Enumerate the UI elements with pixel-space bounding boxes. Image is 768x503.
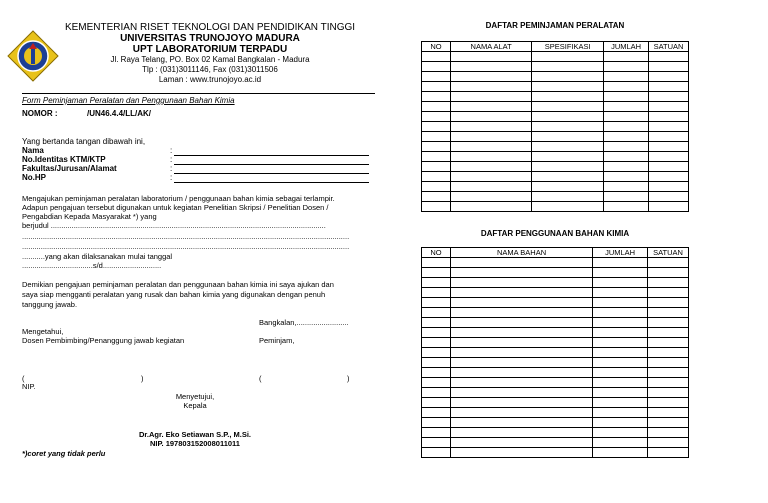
table-cell[interactable] <box>593 268 648 278</box>
table-cell[interactable] <box>450 408 592 418</box>
table-cell[interactable] <box>450 162 531 172</box>
table-cell[interactable] <box>450 388 592 398</box>
form-title: Form Peminjaman Peralatan dan Penggunaan Bahan Kimia <box>22 96 235 105</box>
table-row <box>422 448 689 458</box>
table-cell[interactable] <box>422 438 451 448</box>
table-cell[interactable] <box>593 338 648 348</box>
paren-close-right: ) <box>347 374 350 383</box>
table-cell[interactable] <box>532 142 604 152</box>
table-cell[interactable] <box>422 82 451 92</box>
table-cell[interactable] <box>422 152 451 162</box>
table-cell[interactable] <box>450 82 531 92</box>
table-cell[interactable] <box>422 358 451 368</box>
dots-line-3: ...........yang akan dilaksanakan mulai tanggal <box>22 252 173 261</box>
table-row <box>422 142 689 152</box>
table-cell[interactable] <box>450 202 531 212</box>
table-row <box>422 182 689 192</box>
ministry-name: KEMENTERIAN RISET TEKNOLOGI DAN PENDIDIKAN TINGGI <box>64 22 356 33</box>
table-cell[interactable] <box>422 398 451 408</box>
table-cell[interactable] <box>593 408 648 418</box>
paren-open-left: ( <box>22 374 25 383</box>
table-cell[interactable] <box>649 52 689 62</box>
table-cell[interactable] <box>604 172 649 182</box>
table-cell[interactable] <box>422 162 451 172</box>
table-cell[interactable] <box>532 202 604 212</box>
table-cell[interactable] <box>450 348 592 358</box>
table-cell[interactable] <box>648 268 689 278</box>
table-row <box>422 348 689 358</box>
table-cell[interactable] <box>422 192 451 202</box>
table-cell[interactable] <box>593 288 648 298</box>
table-cell[interactable] <box>450 418 592 428</box>
table-cell[interactable] <box>604 72 649 82</box>
col-header-satuan: SATUAN <box>648 248 689 258</box>
col-header-jumlah: JUMLAH <box>593 248 648 258</box>
table-row <box>422 338 689 348</box>
table-cell[interactable] <box>422 348 451 358</box>
university-name: UNIVERSITAS TRUNOJOYO MADURA <box>120 33 300 44</box>
table-cell[interactable] <box>422 418 451 428</box>
table-row <box>422 152 689 162</box>
mengetahui-label: Mengetahui, <box>22 327 64 336</box>
table-cell[interactable] <box>593 298 648 308</box>
table-row <box>422 308 689 318</box>
table-row <box>422 318 689 328</box>
col-header-spesifikasi: SPESIFIKASI <box>532 42 604 52</box>
table-cell[interactable] <box>450 338 592 348</box>
table-cell[interactable] <box>649 112 689 122</box>
table-cell[interactable] <box>450 52 531 62</box>
table-cell[interactable] <box>649 172 689 182</box>
table-cell[interactable] <box>649 162 689 172</box>
table-row <box>422 112 689 122</box>
table-cell[interactable] <box>532 152 604 162</box>
table-cell[interactable] <box>604 182 649 192</box>
table-cell[interactable] <box>604 82 649 92</box>
phone: Tlp : (031)3011146, Fax (031)3011506 <box>142 65 278 74</box>
table-cell[interactable] <box>648 288 689 298</box>
table-cell[interactable] <box>532 52 604 62</box>
paren-close-left: ) <box>141 374 144 383</box>
table-row <box>422 418 689 428</box>
col-header-satuan: SATUAN <box>649 42 689 52</box>
table-peralatan-title: DAFTAR PEMINJAMAN PERALATAN <box>485 21 625 30</box>
table-cell[interactable] <box>593 388 648 398</box>
table-cell[interactable] <box>648 398 689 408</box>
table-row <box>422 298 689 308</box>
head-nip: NIP. 197803152008011011 <box>150 439 240 448</box>
para2-line3: tanggung jawab. <box>22 300 78 309</box>
table-cell[interactable] <box>593 368 648 378</box>
table-row <box>422 62 689 72</box>
table-cell[interactable] <box>604 192 649 202</box>
table-cell[interactable] <box>422 72 451 82</box>
table-cell[interactable] <box>604 202 649 212</box>
table-cell[interactable] <box>649 142 689 152</box>
table-cell[interactable] <box>593 428 648 438</box>
table-cell[interactable] <box>422 338 451 348</box>
table-cell[interactable] <box>648 428 689 438</box>
table-cell[interactable] <box>649 132 689 142</box>
table-cell[interactable] <box>648 278 689 288</box>
table-cell[interactable] <box>648 308 689 318</box>
table-cell[interactable] <box>649 122 689 132</box>
table-cell[interactable] <box>422 92 451 102</box>
table-cell[interactable] <box>532 92 604 102</box>
table-cell[interactable] <box>532 132 604 142</box>
col-header-jumlah: JUMLAH <box>604 42 649 52</box>
table-cell[interactable] <box>648 318 689 328</box>
table-cell[interactable] <box>422 142 451 152</box>
table-row <box>422 172 689 182</box>
table-cell[interactable] <box>649 92 689 102</box>
table-cell[interactable] <box>422 52 451 62</box>
table-cell[interactable] <box>593 438 648 448</box>
table-cell[interactable] <box>422 368 451 378</box>
table-row <box>422 52 689 62</box>
table-cell[interactable] <box>593 258 648 268</box>
table-bahan <box>421 247 689 458</box>
table-cell[interactable] <box>422 202 451 212</box>
field-identitas-colon: : <box>170 155 173 164</box>
table-cell[interactable] <box>648 438 689 448</box>
table-row <box>422 192 689 202</box>
table-cell[interactable] <box>450 358 592 368</box>
dots-line-4: ..................................s/d............................ <box>22 261 162 270</box>
judul-line: berjudul .................................................................................................................................... <box>22 221 326 230</box>
table-cell[interactable] <box>532 112 604 122</box>
table-row <box>422 398 689 408</box>
table-cell[interactable] <box>450 192 531 202</box>
table-cell[interactable] <box>648 418 689 428</box>
footnote: *)coret yang tidak perlu <box>22 449 106 458</box>
table-cell[interactable] <box>450 112 531 122</box>
table-cell[interactable] <box>532 82 604 92</box>
table-cell[interactable] <box>422 182 451 192</box>
table-row <box>422 258 689 268</box>
table-row <box>422 278 689 288</box>
table-cell[interactable] <box>648 378 689 388</box>
table-cell[interactable] <box>649 102 689 112</box>
head-name: Dr.Agr. Eko Setiawan S.P., M.Si. <box>139 430 251 439</box>
table-cell[interactable] <box>604 102 649 112</box>
table-cell[interactable] <box>450 72 531 82</box>
table-cell[interactable] <box>450 122 531 132</box>
para1-line2: Adapun pengajuan tersebut digunakan untuk kegiatan Penelitian Skripsi / Penelitian Dosen / <box>22 203 329 212</box>
table-cell[interactable] <box>532 62 604 72</box>
table-row <box>422 202 689 212</box>
field-fakultas-label: Fakultas/Jurusan/Alamat <box>22 164 117 173</box>
table-cell[interactable] <box>649 152 689 162</box>
table-cell[interactable] <box>450 448 592 458</box>
table-row <box>422 378 689 388</box>
unit-name: UPT LABORATORIUM TERPADU <box>132 44 288 55</box>
table-row <box>422 102 689 112</box>
paren-open-right: ( <box>259 374 262 383</box>
table-row <box>422 368 689 378</box>
table-row <box>422 388 689 398</box>
table-cell[interactable] <box>450 92 531 102</box>
table-row <box>422 122 689 132</box>
table-cell[interactable] <box>422 268 451 278</box>
table-cell[interactable] <box>604 52 649 62</box>
table-cell[interactable] <box>422 102 451 112</box>
table-row <box>422 82 689 92</box>
table-cell[interactable] <box>450 102 531 112</box>
table-cell[interactable] <box>648 388 689 398</box>
table-cell[interactable] <box>593 348 648 358</box>
table-cell[interactable] <box>593 398 648 408</box>
table-cell[interactable] <box>422 308 451 318</box>
table-cell[interactable] <box>450 62 531 72</box>
para2-line2: saya siap mengganti peralatan yang rusak dan bahan kimia yang digunakan dengan penuh <box>22 290 326 299</box>
table-cell[interactable] <box>604 142 649 152</box>
col-header-nama-bahan: NAMA BAHAN <box>450 248 592 258</box>
table-cell[interactable] <box>422 132 451 142</box>
table-cell[interactable] <box>422 112 451 122</box>
table-cell[interactable] <box>422 428 451 438</box>
table-cell[interactable] <box>593 278 648 288</box>
table-cell[interactable] <box>532 122 604 132</box>
table-row <box>422 358 689 368</box>
table-row <box>422 288 689 298</box>
table-cell[interactable] <box>450 298 592 308</box>
table-cell[interactable] <box>604 132 649 142</box>
para1-line3: Pengabdian Kepada Masyarakat *) yang <box>22 212 157 221</box>
table-cell[interactable] <box>593 318 648 328</box>
table-cell[interactable] <box>450 438 592 448</box>
table-cell[interactable] <box>450 368 592 378</box>
field-fakultas-line[interactable] <box>174 173 369 174</box>
table-cell[interactable] <box>604 152 649 162</box>
field-fakultas-colon: : <box>170 164 173 173</box>
table-cell[interactable] <box>532 172 604 182</box>
header-divider <box>22 93 375 94</box>
table-cell[interactable] <box>422 388 451 398</box>
table-cell[interactable] <box>649 182 689 192</box>
field-nama-line[interactable] <box>174 155 369 156</box>
table-cell[interactable] <box>604 62 649 72</box>
table-cell[interactable] <box>450 318 592 328</box>
table-cell[interactable] <box>593 448 648 458</box>
table-cell[interactable] <box>648 358 689 368</box>
menyetujui-label: Menyetujui, <box>175 392 215 401</box>
table-cell[interactable] <box>422 122 451 132</box>
table-cell[interactable] <box>649 62 689 72</box>
para1-line1: Mengajukan peminjaman peralatan laboratorium / penggunaan bahan kimia sebagai terlampir. <box>22 194 335 203</box>
table-cell[interactable] <box>450 132 531 142</box>
peminjam-label: Peminjam, <box>259 336 295 345</box>
table-cell[interactable] <box>450 142 531 152</box>
nip-label: NIP. <box>22 382 36 391</box>
dosen-label: Dosen Pembimbing/Penanggung jawab kegiatan <box>22 336 185 345</box>
table-cell[interactable] <box>422 448 451 458</box>
table-cell[interactable] <box>593 418 648 428</box>
table-cell[interactable] <box>649 192 689 202</box>
address: Jl. Raya Telang, PO. Box 02 Kamal Bangkalan - Madura <box>110 55 310 64</box>
col-header-no: NO <box>422 248 451 258</box>
nomor-value: /UN46.4.4/LL/AK/ <box>87 109 152 118</box>
field-identitas-line[interactable] <box>174 164 369 165</box>
table-cell[interactable] <box>532 162 604 172</box>
table-bahan-title: DAFTAR PENGGUNAAN BAHAN KIMIA <box>480 229 630 238</box>
table-cell[interactable] <box>422 378 451 388</box>
field-nama-label: Nama <box>22 146 44 155</box>
table-cell[interactable] <box>593 308 648 318</box>
table-cell[interactable] <box>422 258 451 268</box>
field-nama-colon: : <box>170 146 173 155</box>
table-cell[interactable] <box>648 338 689 348</box>
table-cell[interactable] <box>648 298 689 308</box>
table-row <box>422 92 689 102</box>
table-cell[interactable] <box>450 258 592 268</box>
table-cell[interactable] <box>422 318 451 328</box>
table-cell[interactable] <box>422 62 451 72</box>
table-cell[interactable] <box>649 202 689 212</box>
dots-line-2: ............................................................................................................................................................. <box>22 242 350 251</box>
table-cell[interactable] <box>593 378 648 388</box>
para2-line1: Demikian pengajuan peminjaman peralatan dan penggunaan bahan kimia ini saya ajukan dan <box>22 280 334 289</box>
table-cell[interactable] <box>648 448 689 458</box>
table-cell[interactable] <box>648 408 689 418</box>
table-cell[interactable] <box>422 408 451 418</box>
table-cell[interactable] <box>450 378 592 388</box>
field-hp-line[interactable] <box>174 182 369 183</box>
table-cell[interactable] <box>450 328 592 338</box>
table-cell[interactable] <box>450 182 531 192</box>
table-peralatan <box>421 41 689 212</box>
table-cell[interactable] <box>532 102 604 112</box>
table-row <box>422 132 689 142</box>
table-cell[interactable] <box>593 358 648 368</box>
table-cell[interactable] <box>648 258 689 268</box>
website: Laman : www.trunojoyo.ac.id <box>158 75 262 84</box>
col-header-no: NO <box>422 42 451 52</box>
table-cell[interactable] <box>648 328 689 338</box>
table-row <box>422 438 689 448</box>
table-cell[interactable] <box>422 278 451 288</box>
table-cell[interactable] <box>604 122 649 132</box>
table-cell[interactable] <box>450 268 592 278</box>
table-cell[interactable] <box>648 348 689 358</box>
table-cell[interactable] <box>604 112 649 122</box>
table-cell[interactable] <box>450 428 592 438</box>
table-row <box>422 162 689 172</box>
table-cell[interactable] <box>450 172 531 182</box>
table-cell[interactable] <box>450 152 531 162</box>
table-cell[interactable] <box>450 278 592 288</box>
dots-line-1: ............................................................................................................................................................. <box>22 232 350 241</box>
table-cell[interactable] <box>604 162 649 172</box>
kepala-label: Kepala <box>183 401 207 410</box>
table-cell[interactable] <box>649 82 689 92</box>
intro-text: Yang bertanda tangan dibawah ini, <box>22 137 146 146</box>
table-cell[interactable] <box>422 172 451 182</box>
table-cell[interactable] <box>649 72 689 82</box>
field-identitas-label: No.Identitas KTM/KTP <box>22 155 106 164</box>
nomor-label: NOMOR : <box>22 109 58 118</box>
table-cell[interactable] <box>532 72 604 82</box>
table-row <box>422 328 689 338</box>
table-cell[interactable] <box>532 192 604 202</box>
table-cell[interactable] <box>648 368 689 378</box>
table-cell[interactable] <box>593 328 648 338</box>
table-row <box>422 408 689 418</box>
table-cell[interactable] <box>450 308 592 318</box>
col-header-nama-alat: NAMA ALAT <box>450 42 531 52</box>
table-cell[interactable] <box>450 398 592 408</box>
table-row <box>422 72 689 82</box>
field-hp-colon: : <box>170 173 173 182</box>
table-cell[interactable] <box>532 182 604 192</box>
table-cell[interactable] <box>422 298 451 308</box>
table-row <box>422 268 689 278</box>
table-cell[interactable] <box>604 92 649 102</box>
place-date: Bangkalan,......................... <box>259 318 349 327</box>
table-cell[interactable] <box>450 288 592 298</box>
table-cell[interactable] <box>422 288 451 298</box>
table-cell[interactable] <box>422 328 451 338</box>
table-row <box>422 428 689 438</box>
field-hp-label: No.HP <box>22 173 46 182</box>
